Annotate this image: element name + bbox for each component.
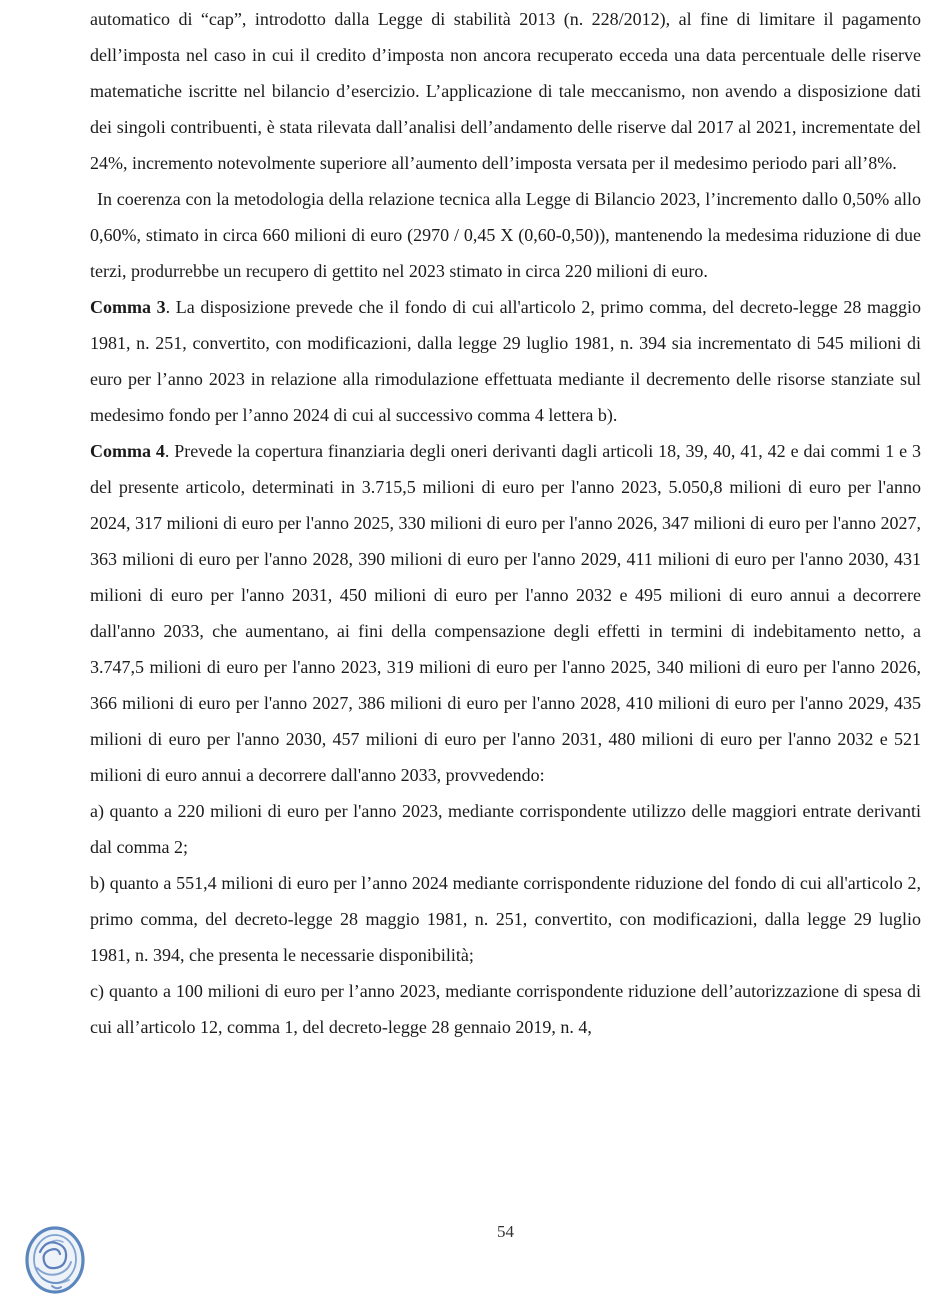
paragraph-text: . Prevede la copertura finanziaria degli oneri derivanti dagli articoli 18, 39, 40, 41, 42 e dai commi 1 e 3 del presente articolo, determinati in 3.715,5 milioni di euro per l'anno 2023, 5.050,8 milioni di euro per l'anno 2024, 317 milioni di euro per l'anno 2025, 330 milioni di euro per l'anno 2026, 347 milioni di euro per l'anno 2027, 363 milioni di euro per l'anno 2028, 390 milioni di euro per l'anno 2029, 411 milioni di euro per l'anno 2030, 431 milioni di euro per l'anno 2031, 450 milioni di euro per l'anno 2032 e 495 milioni di euro annui a decorrere dall'anno 2033, che aumentano, ai fini della compensazione degli effetti in termini di indebitamento netto, a 3.747,5 milioni di euro per l'anno 2023, 319 milioni di euro per l'anno 2025, 340 milioni di euro per l'anno 2026, 366 milioni di euro per l'anno 2027, 386 milioni di euro per l'anno 2028, 410 milioni di euro per l'anno 2029, 435 milioni di euro per l'anno 2030, 457 milioni di euro per l'anno 2031, 480 milioni di euro per l'anno 2032 e 521 milioni di euro annui a decorrere dall'anno 2033, provvedendo: — [90, 441, 921, 785]
paragraph-comma-3 — [90, 289, 921, 433]
paragraph-continuation — [90, 1, 921, 181]
document-text-block — [90, 1, 921, 1045]
paragraph-coerenza — [90, 181, 921, 289]
page-number: 54 — [497, 1222, 514, 1241]
paragraph-text: automatico di “cap”, introdotto dalla Legge di stabilità 2013 (n. 228/2012), al fine di limitare il pagamento dell’imposta nel caso in cui il credito d’imposta non ancora recuperato ecceda una data percentuale delle riserve matematiche iscritte nel bilancio d’esercizio. L’applicazione di tale meccanismo, non avendo a disposizione dati dei singoli contribuenti, è stata rilevata dall’analisi dell’andamento delle riserve dal 2017 al 2021, incrementate del 24%, incremento notevolmente superiore all’aumento dell’imposta versata per il medesimo periodo pari all’8%. — [90, 9, 921, 173]
paragraph-comma-4 — [90, 433, 921, 793]
comma-4-label: Comma 4 — [90, 441, 165, 461]
paragraph-text: b) quanto a 551,4 milioni di euro per l’anno 2024 mediante corrispondente riduzione del fondo di cui all'articolo 2, primo comma, del decreto-legge 28 maggio 1981, n. 251, convertito, con modificazioni, dalla legge 29 luglio 1981, n. 394, che presenta le necessarie disponibilità; — [90, 873, 921, 965]
paragraph-text: In coerenza con la metodologia della relazione tecnica alla Legge di Bilancio 2023, l’incremento dallo 0,50% allo 0,60%, stimato in circa 660 milioni di euro (2970 / 0,45 X (0,60-0,50)), mantenendo la medesima riduzione di due terzi, produrrebbe un recupero di gettito nel 2023 stimato in circa 220 milioni di euro. — [90, 189, 921, 281]
ink-stamp-icon — [24, 1224, 86, 1298]
list-item-b — [90, 865, 921, 973]
paragraph-text: a) quanto a 220 milioni di euro per l'anno 2023, mediante corrispondente utilizzo delle maggiori entrate derivanti dal comma 2; — [90, 801, 921, 857]
comma-3-label: Comma 3 — [90, 297, 166, 317]
list-item-a — [90, 793, 921, 865]
list-item-c — [90, 973, 921, 1045]
paragraph-text: c) quanto a 100 milioni di euro per l’anno 2023, mediante corrispondente riduzione dell’autorizzazione di spesa di cui all’articolo 12, comma 1, del decreto-legge 28 gennaio 2019, n. 4, — [90, 981, 921, 1037]
paragraph-text: . La disposizione prevede che il fondo di cui all'articolo 2, primo comma, del decreto-legge 28 maggio 1981, n. 251, convertito, con modificazioni, dalla legge 29 luglio 1981, n. 394 sia incrementato di 545 milioni di euro per l’anno 2023 in relazione alla rimodulazione effettuata mediante il decremento delle risorse stanziate sul medesimo fondo per l’anno 2024 di cui al successivo comma 4 lettera b). — [90, 297, 921, 425]
